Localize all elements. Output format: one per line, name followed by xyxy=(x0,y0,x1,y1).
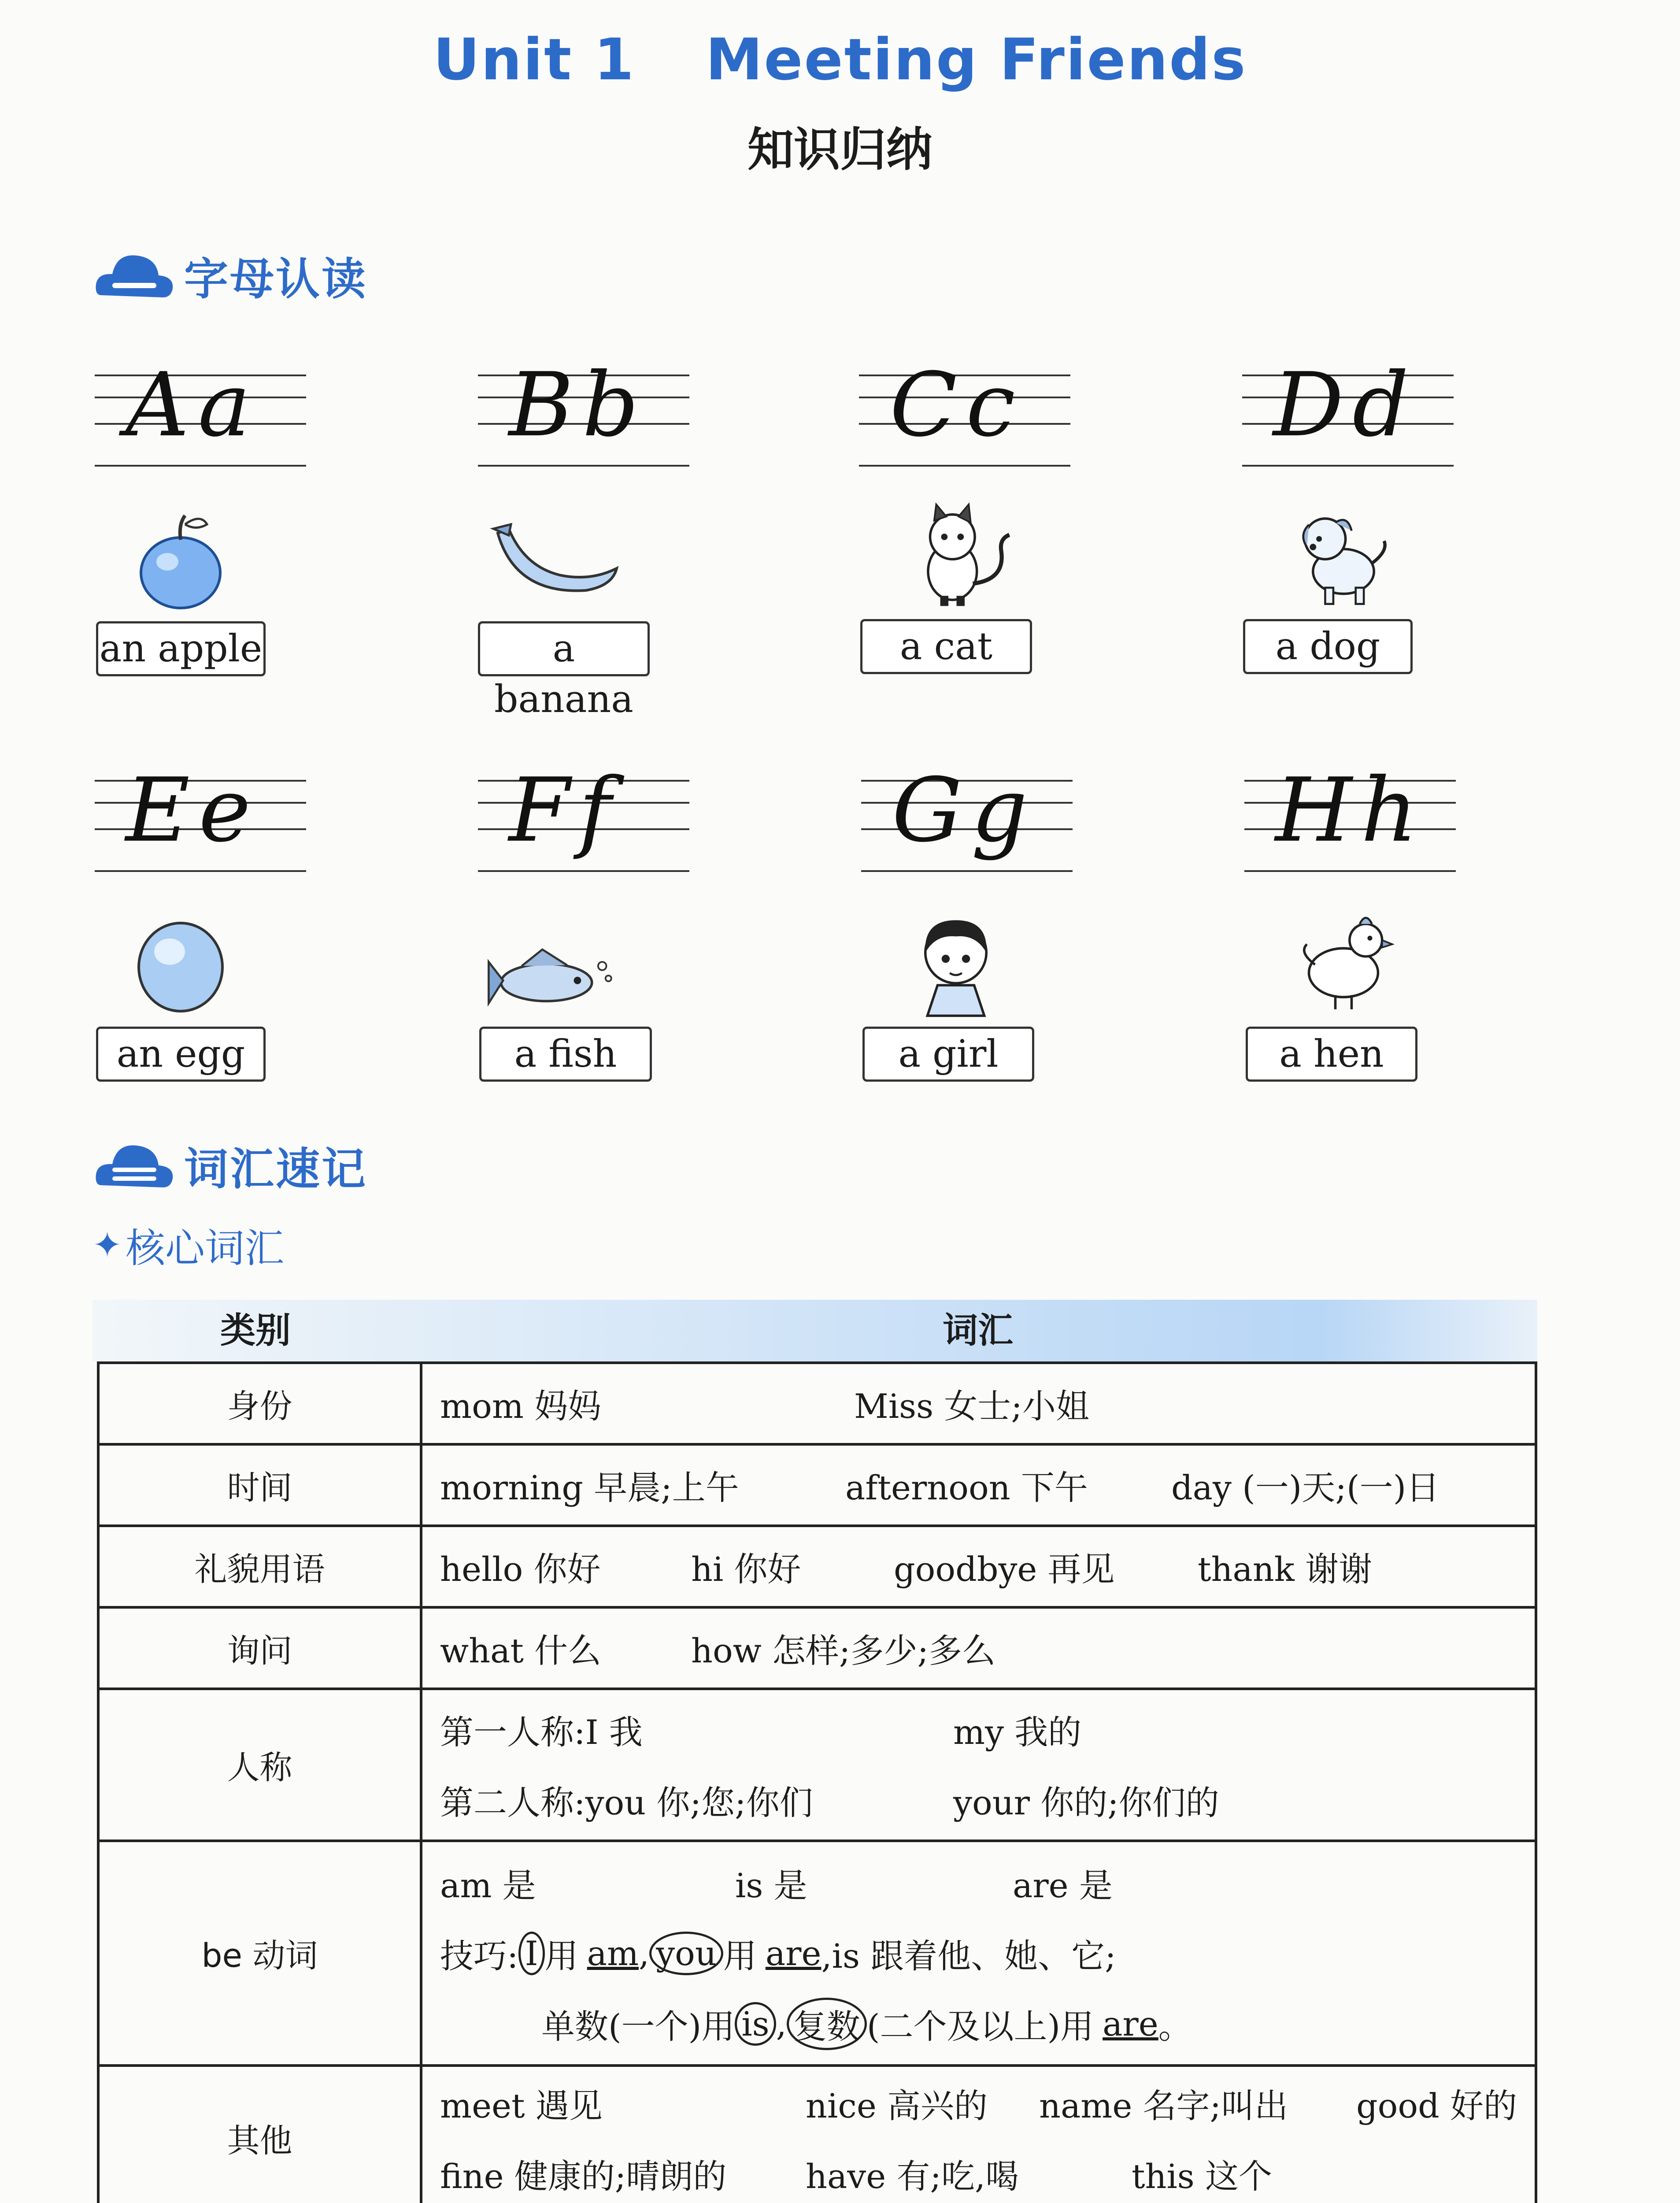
word-have: have 有;吃,喝 xyxy=(806,2156,1019,2196)
apple-icon xyxy=(119,507,251,612)
cat-icon xyxy=(899,502,1031,608)
letter-pair-gg xyxy=(861,759,1081,881)
header-category: 类别 xyxy=(220,1310,291,1351)
words-other xyxy=(421,2066,1536,2203)
letter-pair-cc xyxy=(859,354,1079,476)
word-hello: hello 你好 xyxy=(440,1550,601,1589)
section-heading-vocab xyxy=(93,1128,367,1203)
table-row xyxy=(98,1607,1536,1689)
cloud-two-icon xyxy=(93,1132,176,1198)
word-what: what 什么 xyxy=(440,1631,602,1670)
star-icon: ✦ xyxy=(93,1224,122,1265)
cloud-one-icon xyxy=(93,242,176,308)
word-hi: hi 你好 xyxy=(691,1550,801,1589)
cat-time: 时间 xyxy=(98,1444,421,1526)
word-box-girl: a girl xyxy=(862,1027,1034,1082)
letter-pair-hh xyxy=(1244,759,1465,881)
egg-icon xyxy=(119,916,251,1022)
word-is: is 是 xyxy=(735,1866,807,1905)
word-day: day (一)天;(一)日 xyxy=(1171,1468,1440,1507)
word-good: good 好的 xyxy=(1356,2086,1517,2125)
header-words: 词汇 xyxy=(943,1310,1013,1351)
word-my: my 我的 xyxy=(953,1713,1082,1752)
word-box-cat: a cat xyxy=(860,619,1032,674)
dog-icon xyxy=(1277,502,1410,608)
words-ask xyxy=(421,1607,1536,1689)
table-row xyxy=(98,1444,1536,1526)
section-title-vocab: 词汇速记 xyxy=(184,1143,367,1195)
table-row xyxy=(98,1841,1536,2066)
word-i: 第一人称:I 我 xyxy=(440,1713,643,1752)
letter-ff-text: Ff xyxy=(509,759,620,862)
table-header xyxy=(93,1300,1537,1361)
fish-icon xyxy=(485,930,617,1035)
letter-dd-text: Dd xyxy=(1273,354,1418,456)
unit-name: Meeting Friends xyxy=(705,26,1247,93)
sub-heading-core xyxy=(93,1216,284,1273)
word-your: your 你的;你们的 xyxy=(953,1783,1219,1822)
table-row xyxy=(98,1363,1536,1444)
word-how: how 怎样;多少;多么 xyxy=(691,1631,996,1670)
words-person xyxy=(421,1689,1536,1841)
word-name: name 名字;叫出 xyxy=(1039,2086,1288,2125)
words-be xyxy=(421,1841,1536,2066)
word-meet: meet 遇见 xyxy=(440,2086,603,2125)
word-box-fish: a fish xyxy=(479,1027,652,1082)
letter-aa-text: Aa xyxy=(126,354,259,456)
word-this: this 这个 xyxy=(1132,2156,1272,2196)
word-box-egg: an egg xyxy=(96,1027,266,1082)
unit-title xyxy=(0,18,1680,101)
words-identity xyxy=(421,1363,1536,1444)
cat-other: 其他 xyxy=(98,2066,421,2203)
words-time xyxy=(421,1444,1536,1526)
word-thank: thank 谢谢 xyxy=(1198,1550,1372,1589)
letter-pair-ff xyxy=(478,759,698,881)
word-afternoon: afternoon 下午 xyxy=(845,1468,1088,1507)
vocab-table xyxy=(97,1361,1537,2203)
table-row xyxy=(98,1526,1536,1607)
banana-icon xyxy=(489,516,621,621)
hen-icon xyxy=(1277,908,1410,1013)
letter-gg-text: Gg xyxy=(892,759,1036,862)
cat-ask: 询问 xyxy=(98,1607,421,1689)
section-heading-letters xyxy=(93,238,367,313)
section-title-letters: 字母认读 xyxy=(184,253,367,305)
word-mom: mom 妈妈 xyxy=(440,1387,602,1426)
word-nice: nice 高兴的 xyxy=(806,2086,988,2125)
table-row xyxy=(98,1689,1536,1841)
letter-pair-dd xyxy=(1242,354,1462,476)
table-row xyxy=(98,2066,1536,2203)
page-subtitle: 知识归纳 xyxy=(747,123,933,177)
word-goodbye: goodbye 再见 xyxy=(894,1550,1115,1589)
cat-person: 人称 xyxy=(98,1689,421,1841)
girl-icon xyxy=(890,912,1022,1018)
word-fine: fine 健康的;晴朗的 xyxy=(440,2156,727,2196)
letter-pair-aa xyxy=(95,354,315,476)
cat-be: be 动词 xyxy=(98,1841,421,2066)
word-miss: Miss 女士;小姐 xyxy=(854,1387,1089,1426)
word-box-banana: a banana xyxy=(478,621,650,676)
letter-cc-text: Cc xyxy=(890,354,1025,456)
be-tip-line-2: 单数(一个)用 is , 复数 (二个及以上)用 are 。 xyxy=(440,1988,1517,2059)
word-box-dog: a dog xyxy=(1243,619,1413,674)
word-box-hen: a hen xyxy=(1246,1027,1417,1082)
cat-identity: 身份 xyxy=(98,1363,421,1444)
words-polite xyxy=(421,1526,1536,1607)
word-you: 第二人称:you 你;您;你们 xyxy=(440,1783,813,1822)
letter-ee-text: Ee xyxy=(126,759,260,862)
be-tip-line-1: 技巧: I 用 am , you 用 are ,is 跟着他、她、它; xyxy=(440,1918,1517,1988)
word-are: are 是 xyxy=(1013,1866,1113,1905)
cat-polite: 礼貌用语 xyxy=(98,1526,421,1607)
letter-pair-bb xyxy=(478,354,698,476)
letter-hh-text: Hh xyxy=(1275,759,1427,862)
sub-heading-core-text: 核心词汇 xyxy=(126,1225,285,1272)
word-morning: morning 早晨;上午 xyxy=(440,1468,739,1507)
letter-pair-ee xyxy=(95,759,315,881)
word-am: am 是 xyxy=(440,1866,536,1905)
unit-number: Unit 1 xyxy=(433,26,635,93)
letter-bb-text: Bb xyxy=(509,354,648,456)
word-box-apple: an apple xyxy=(96,621,266,676)
